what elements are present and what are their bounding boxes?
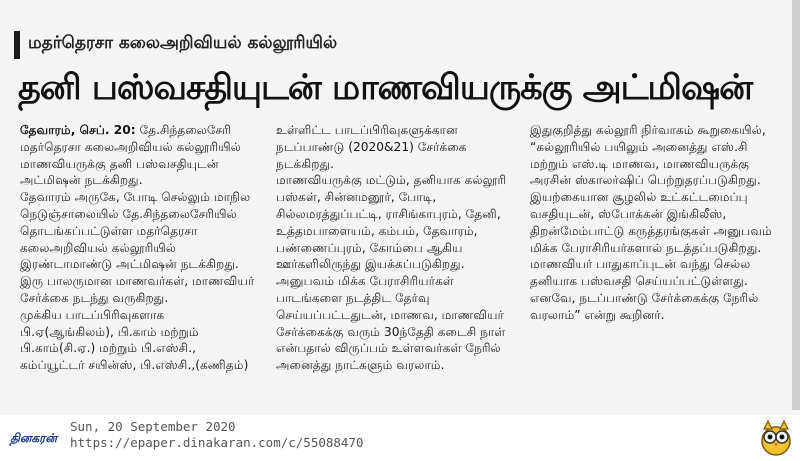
article-headline: தனி பஸ்வசதியுடன் மாணவியருக்கு அட்மிஷன் (18, 68, 753, 108)
dateline: தேவாரம், செப். 20: (20, 123, 136, 137)
article-column-2 (276, 122, 520, 374)
owl-icon (758, 415, 794, 457)
paragraph: எனவே, நடப்பாண்டு சேர்க்கைக்கு நேரில் வரலாம்” என்று கூறினர். (530, 290, 759, 322)
article-column-1 (20, 122, 260, 374)
paragraph: முக்கிய பாடப்பிரிவுகளாக பி.ஏ(ஆங்கிலம்), பி.காம் மற்றும் பி.காம்(சி.ஏ.) மற்றும் பி.எஸ்சி., கம்ப்யூட்டர் சயின்ஸ், பி.எஸ்சி.,(கணிதம்) (20, 307, 249, 373)
page-edge (792, 0, 800, 410)
paragraph: மாணவியருக்கு மட்டும், தனியாக கல்லூரி பஸ்கள், சின்னமனூர், போடி, சில்லமரத்துப்பட்டி, ராசிங்காபுரம், தேனி, உத்தமபாளையம், கம்பம், தேவாரம், பண்ணைப்புரம், கோம்பை ஆகிய ஊர்களிலிருந்து இயக்கப்படுகிறது. அனுபவம் மிக்க பேராசிரியர்கள் பாடங்களை நடத்திட தேர்வு செய்யப்பட்டதுடன், மாணவ, மாணவியர் சேர்க்கைக்கு வரும் 30ந்தேதி கடைசி நாள் என்பதால் விருப்பம் உள்ளவர்கள் நேரில் அனைத்து நாட்களும் வரலாம். (276, 173, 507, 373)
source-url[interactable]: https://epaper.dinakaran.com/c/55088470 (70, 435, 364, 450)
paragraph: இதுகுறித்து கல்லூரி நிர்வாகம் கூறுகையில், “கல்லூரியில் பயிலும் அனைத்து எஸ்.சி மற்றும் எஸ்.டி மாணவ, மாணவியருக்கு அரசின் ஸ்காலர்ஷிப் பெற்றுதரப்படுகிறது. இயற்கையான சூழலில் உட்கட்டமைப்பு வசதியுடன், ஸ்போக்கன் இங்கிலீஸ், திறன்மேம்பாட்டு கருத்தரங்குகள் அனுபவம் மிக்க பேராசிரியர்களால் நடத்தப்படுகிறது. மாணவியர் பாதுகாப்புடன் வந்து செல்ல தனியாக பஸ்வசதி செய்யப்பட்டுள்ளது. (530, 123, 772, 289)
dinakaran-logo (6, 425, 64, 451)
article-column-3 (530, 122, 788, 324)
article-kicker (14, 31, 796, 59)
paragraph-text: தே.சிந்தலைசேரி மதர்தெரசா கலைஅறிவியல் கல்லூரியில் மாணவியருக்கு தனி பஸ்வசதியுடன் அட்மிஷன் நடக்கிறது. (20, 123, 241, 188)
kicker-text: மதர்தெரசா கலைஅறிவியல் கல்லூரியில் (28, 33, 338, 53)
page-footer (0, 415, 800, 457)
paragraph: உள்ளிட்ட பாடப்பிரிவுகளுக்கான நடப்பாண்டு (2020&21) சேர்க்கை நடக்கிறது. (276, 123, 467, 171)
paragraph: தேவாரம் அருகே, போடி செல்லும் மாநில நெடுஞ்சாலையில் தே.சிந்தலைசேரியில் தொடங்கப்பட்டுள்ள மதர்தெரசா கலைஅறிவியல் கல்லூரியில் இரண்டாமாண்டு அட்மிஷன் நடக்கிறது. இரு பாலருமான மாணவர்கள், மாணவியர் சேர்க்கை நடந்து வருகிறது. (20, 190, 255, 305)
footer-meta (70, 419, 364, 451)
logo-text: தினகரன் (10, 431, 57, 445)
publish-date: Sun, 20 September 2020 (70, 419, 236, 434)
paragraph (20, 122, 260, 189)
